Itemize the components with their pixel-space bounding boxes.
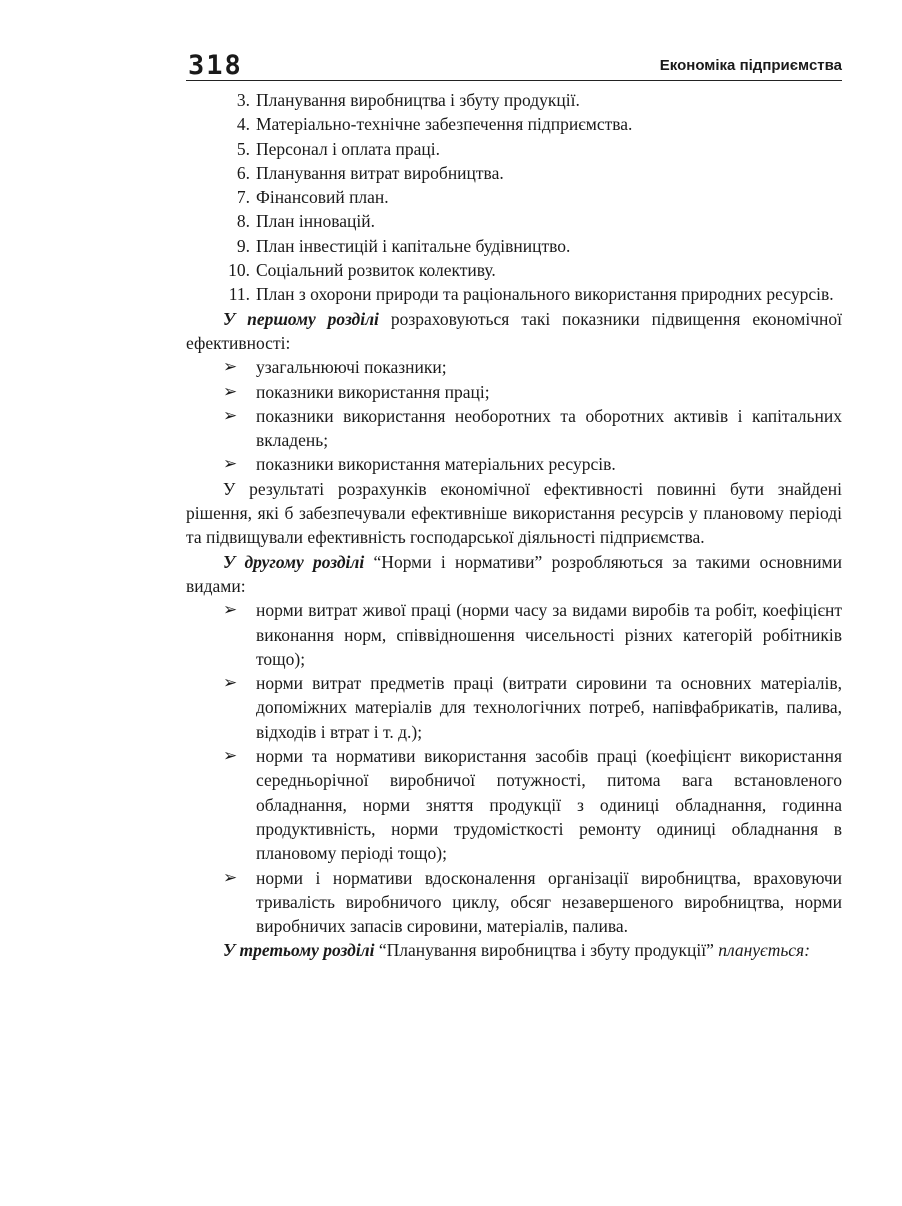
list-item: 9. План інвестицій і капітальне будівництво. [236, 235, 571, 256]
list-item: 10. Соціальний розвиток колективу. [228, 260, 496, 281]
list-item: ➢ норми та нормативи використання засобів праці (коефіцієнт використання середньорічної виробничої потужності, питома вага встановленого обладнання, норми зняття продукції з одиниці обладнання, годинна продуктивність, норми трудомісткості ремонту одиниці обладнання в плановому періоді тощо); [223, 746, 842, 864]
section2-bullets [186, 598, 842, 938]
list-item: 5. Персонал і оплата праці. [236, 138, 440, 159]
section1-paragraph: У першому розділі розраховуються такі показники підвищення економічної ефективності: [186, 308, 842, 353]
list-item: ➢ узагальнюючі показники; [186, 355, 842, 379]
list-item: ➢ показники використання матеріальних ресурсів. [186, 452, 842, 476]
list-item: 4. Матеріально-технічне забезпечення підприємства. [236, 114, 633, 135]
section1-lead: У першому розділі [223, 308, 379, 329]
arrow-icon: ➢ [223, 357, 238, 378]
list-item: ➢ норми витрат живої праці (норми часу за видами виробів та робіт, коефіцієнт виконання норм, співвідношення чисельності різних категорій робітників тощо); [223, 600, 842, 669]
section3-paragraph: У третьому розділі “Планування виробництва і збуту продукції” планується: [223, 940, 811, 961]
arrow-icon: ➢ [223, 673, 238, 694]
arrow-icon: ➢ [223, 746, 238, 767]
list-item: 3. Планування виробництва і збуту продукції. [236, 90, 580, 110]
section2-lead: У другому розділі [223, 551, 365, 572]
page-number: 318 [188, 50, 243, 81]
list-item: 8. План інновацій. [236, 211, 375, 232]
arrow-icon: ➢ [223, 405, 238, 426]
arrow-icon: ➢ [223, 867, 238, 888]
running-title: Економіка підприємства [659, 57, 842, 74]
section2-paragraph: У другому розділі “Норми і нормативи” розробляються за такими основними видами: [186, 551, 842, 596]
plan-sections-list [186, 88, 842, 307]
page-header [186, 50, 842, 81]
list-item: 7. Фінансовий план. [236, 187, 389, 208]
section1-bullets [186, 355, 842, 476]
list-item: 6. Планування витрат виробництва. [236, 162, 504, 183]
arrow-icon: ➢ [223, 381, 238, 402]
page-content [186, 88, 842, 963]
result-paragraph: У результаті розрахунків економічної ефективності повинні бути знайдені рішення, які б забезпечували ефективніше використання ресурсів у плановому періоді та підвищували ефективність господарської діяльності підприємства. [186, 478, 842, 548]
arrow-icon: ➢ [223, 454, 238, 475]
list-item: ➢ норми витрат предметів праці (витрати сировини та основних матеріалів, допоміжних матеріалів для технологічних потреб, напівфабрикатів, палива, відходів і втрат і т. д.); [223, 673, 842, 742]
list-item: 11. План з охорони природи та раціонального використання природних ресурсів. [228, 284, 834, 305]
list-item: ➢ показники використання необоротних та оборотних активів і капітальних вкладень; [223, 405, 842, 451]
section3-lead: У третьому розділі [223, 940, 375, 961]
arrow-icon: ➢ [223, 600, 238, 621]
list-item: ➢ показники використання праці; [186, 380, 842, 404]
list-item: ➢ норми і нормативи вдосконалення організації виробництва, враховуючи тривалість виробничого циклу, обсяг незавершеного виробництва, норми виробничих запасів сировини, матеріалів, палива. [223, 867, 842, 937]
